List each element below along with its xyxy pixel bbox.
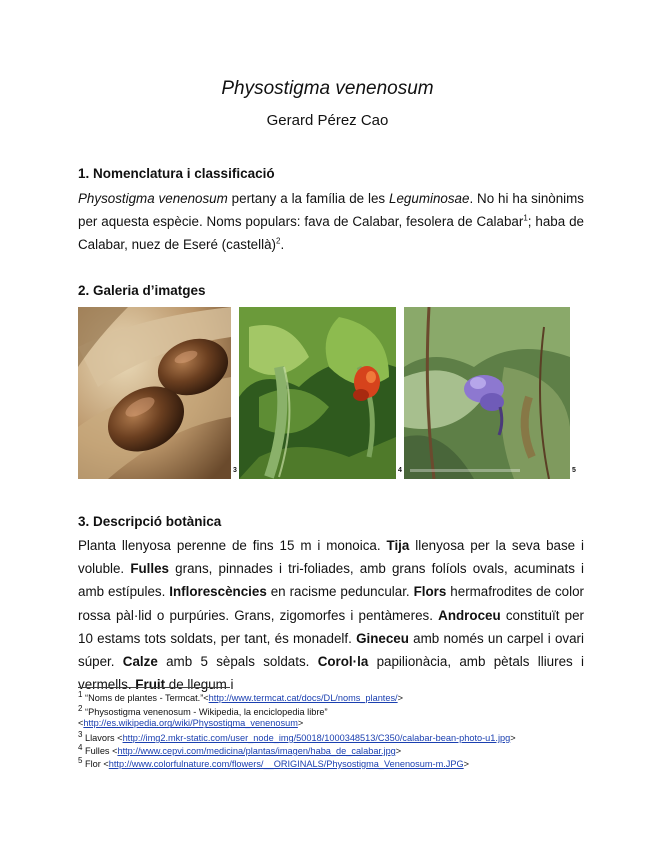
footnote-text: < (78, 718, 84, 729)
footnote-ref: 1 (523, 213, 528, 223)
footnote-link[interactable]: http://www.termcat.cat/docs/DL/noms_plantes/ (208, 693, 398, 703)
footnote-text: Flor < (85, 759, 109, 769)
image-ref-4: 4 (398, 467, 402, 474)
section-3-heading: 3. Descripció botànica (78, 514, 222, 529)
term-bold: Calze (122, 654, 158, 670)
text-run: . (280, 237, 285, 253)
term-bold: Fruit (135, 677, 166, 693)
text-run: amb només un carpel i ovari súper. (78, 630, 584, 670)
footnote-text: > (510, 733, 516, 743)
text-run: hermafrodites de color rossa pàl·lid o purpúries. Grans, zigomorfes i pentàmeres. (78, 584, 584, 623)
footnote-number: 4 (78, 742, 83, 752)
footnote-4 (78, 742, 618, 757)
footnote-ref: 2 (276, 236, 281, 246)
term-bold: Inflorescències (169, 584, 267, 600)
family-name: Leguminosae (389, 191, 470, 206)
term-bold: Flors (413, 584, 447, 600)
footnote-text: Llavors < (85, 733, 123, 743)
document-title: Physostigma venenosum (221, 78, 434, 99)
footnote-text: “Physostigma venenosum - Wikipedia, la enciclopedia libre” (85, 707, 328, 717)
document-author: Gerard Pérez Cao (266, 112, 389, 129)
term-bold: Gineceu (356, 630, 409, 646)
calabar-leaves-flower-photo (239, 307, 396, 479)
term-bold: Androceu (438, 607, 501, 623)
footnote-link[interactable]: http://es.wikipedia.org/wiki/Physostigma_venenosum (83, 718, 298, 729)
footnote-text: > (395, 746, 402, 756)
text-run: constituït per 10 estams tots soldats, per tant, és monadelf. (78, 607, 584, 646)
section-1-heading: 1. Nomenclatura i classificació (78, 166, 275, 181)
footnote-link[interactable]: http://img2.mkr-static.com/user_node_img/50018/1000348513/C350/calabar-bean-photo-u1.jpg (122, 733, 511, 743)
footnote-link[interactable]: http://www.cepvi.com/medicina/plantas/imagen/haba_de_calabar.jpg (117, 746, 396, 756)
term-bold: Corol·la (317, 654, 369, 670)
text-run: Planta llenyosa perenne de fins 15 m i monoica. (78, 538, 387, 553)
text-run: en racisme peduncular. (266, 584, 414, 600)
footnote-2 (78, 703, 618, 730)
image-ref-5: 5 (572, 467, 576, 474)
species-name: Physostigma venenosum (78, 191, 228, 206)
footnote-text: Fulles < (85, 746, 118, 756)
section-2-heading: 2. Galeria d’imatges (78, 283, 206, 298)
footnote-divider (78, 687, 230, 688)
image-gallery (78, 307, 578, 482)
footnote-text: > (297, 718, 304, 729)
text-run: llenyosa per la seva base i voluble. (78, 538, 584, 577)
footnote-5 (78, 755, 618, 770)
text-run: amb 5 sèpals soldats. (157, 654, 318, 670)
text-run: de llegum i (165, 677, 234, 693)
term-bold: Fulles (130, 561, 170, 577)
footnote-number: 5 (78, 755, 83, 765)
footnote-1 (78, 689, 618, 704)
purple-flower-photo (404, 307, 570, 479)
text-run: pertany a la família de les (227, 191, 390, 206)
footnote-text: > (397, 693, 403, 703)
footnote-number: 1 (78, 689, 83, 699)
image-ref-3: 3 (233, 467, 237, 474)
footnote-link[interactable]: http://www.colorfulnature.com/flowers/__ORIGINALS/Physostigma_Venenosum-m.JPG (108, 759, 464, 769)
footnote-text: “Noms de plantes - Termcat.”< (85, 693, 209, 703)
footnote-text: > (463, 759, 470, 769)
section-1-paragraph (78, 187, 584, 257)
footnote-number: 3 (78, 729, 83, 739)
section-3-paragraph (78, 534, 584, 696)
text-run: papilionàcia, amb pètals lliures i vermells. (78, 654, 584, 693)
term-bold: Tija (386, 538, 410, 553)
text-run: ; haba de Calabar, nuez de Eseré (castellà) (78, 214, 584, 253)
text-run: grans, pinnades i tri-foliades, amb grans folíols ovals, acuminats i amb estípules. (78, 561, 585, 600)
text-run: . No hi ha sinònims per aquesta espècie. Noms populars: fava de Calabar, fesolera de Calabar (78, 191, 585, 230)
calabar-bean-seeds-photo (78, 307, 231, 479)
footnote-3 (78, 729, 618, 744)
footnote-number: 2 (78, 703, 83, 713)
